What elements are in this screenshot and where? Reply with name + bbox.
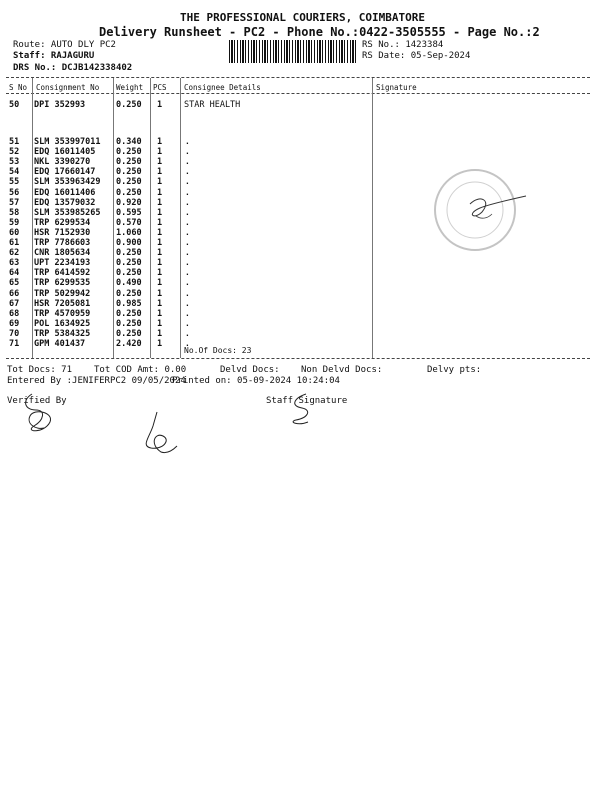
row-consignment: SLM 353963429 (34, 177, 101, 188)
row-consignment: EDQ 13579032 (34, 197, 96, 208)
row-consignee: . (185, 157, 190, 167)
col-divider (113, 78, 114, 358)
row-sno: 53 (9, 157, 20, 168)
col-header-consignee: Consignee Details (184, 83, 261, 92)
row-consignment: TRP 5384325 (34, 328, 91, 339)
row-weight: 0.250 (116, 167, 142, 178)
row-consignment: TRP 6414592 (34, 268, 91, 279)
row-weight: 0.250 (116, 100, 142, 110)
table-top-rule (6, 77, 590, 78)
staff-signature-label: Staff Signature (266, 396, 348, 406)
row-sno: 59 (9, 217, 20, 228)
drs-number: DRS No.: DCJB142338402 (13, 63, 133, 73)
row-pcs: 1 (157, 137, 163, 147)
tot-docs: Tot Docs: 71 (7, 365, 73, 375)
row-consignee: . (185, 308, 190, 318)
row-consignee: . (185, 288, 190, 298)
row-weight: 0.250 (116, 318, 142, 329)
runsheet-subtitle: Delivery Runsheet - PC2 - Phone No.:0422-3505555 - Page No.:2 (99, 25, 540, 39)
row-consignment: EDQ 16011405 (34, 147, 96, 158)
printed-on: Printed on: 05-09-2024 10:24:04 (172, 376, 340, 386)
row-pcs: 1 (157, 339, 163, 349)
row-consignment: UPT 2234193 (34, 258, 91, 269)
route-label: Route: AUTO DLY PC2 (13, 40, 116, 50)
row-sno: 70 (9, 328, 20, 339)
row-pcs: 1 (157, 258, 163, 269)
col-divider (372, 78, 373, 358)
row-weight: 0.250 (116, 177, 142, 188)
row-consignment: EDQ 16011406 (34, 187, 96, 198)
row-pcs: 1 (157, 100, 163, 110)
row-consignment: SLM 353985265 (34, 207, 101, 218)
row-weight: 0.920 (116, 197, 142, 208)
row-consignee: . (185, 137, 190, 146)
row-pcs: 1 (157, 147, 163, 158)
row-consignee: . (185, 328, 190, 338)
row-weight: 0.570 (116, 217, 142, 228)
row-consignment: NKL 3390270 (34, 157, 91, 168)
row-sno: 65 (9, 278, 20, 289)
row-sno: 52 (9, 147, 20, 158)
row-pcs: 1 (157, 318, 163, 329)
row-consignee: . (185, 197, 190, 207)
row-consignee: . (185, 298, 190, 308)
row-sno: 67 (9, 298, 20, 309)
row-consignee: . (185, 167, 190, 177)
row-pcs: 1 (157, 177, 163, 188)
row-pcs: 1 (157, 328, 163, 339)
row-consignee: . (185, 238, 190, 247)
row-consignment: TRP 6299534 (34, 217, 91, 228)
non-delvd-docs: Non Delvd Docs: (301, 365, 383, 375)
row-pcs: 1 (157, 227, 163, 238)
row-pcs: 1 (157, 187, 163, 198)
signature-staff-icon (282, 392, 322, 428)
row-consignee: . (185, 227, 190, 237)
row-weight: 0.900 (116, 238, 142, 248)
row-consignment: CNR 1805634 (34, 248, 91, 259)
signature-verifier-icon (14, 392, 64, 434)
row-sno: 62 (9, 248, 20, 259)
verified-by-label: Verified By (7, 396, 67, 406)
barcode (229, 40, 356, 63)
row-pcs: 1 (157, 308, 163, 319)
row-consignee: . (185, 177, 190, 187)
row-consignment: TRP 4570959 (34, 308, 91, 319)
rs-number: RS No.: 1423384 (362, 40, 444, 50)
row-pcs: 1 (157, 238, 163, 248)
row-sno: 71 (9, 339, 20, 349)
row-consignment: EDQ 17660147 (34, 167, 96, 178)
row-weight: 0.340 (116, 137, 142, 147)
row-pcs: 1 (157, 207, 163, 218)
entered-by: Entered By :JENIFERPC2 09/05/2024 (7, 376, 186, 386)
row-consignment: GPM 401437 (34, 339, 86, 349)
row-consignment: SLM 353997011 (34, 137, 101, 147)
row-pcs: 1 (157, 278, 163, 289)
row-weight: 0.250 (116, 248, 142, 259)
row-pcs: 1 (157, 268, 163, 279)
row-sno: 61 (9, 238, 20, 248)
row-weight: 0.250 (116, 268, 142, 279)
delvy-pts: Delvy pts: (427, 365, 482, 375)
row-consignee: . (185, 207, 190, 217)
row-consignee: . (185, 258, 190, 268)
company-title: THE PROFESSIONAL COURIERS, COIMBATORE (180, 11, 426, 24)
row-consignment: TRP 6299535 (34, 278, 91, 289)
row-consignee: . (185, 187, 190, 197)
row-weight: 2.420 (116, 339, 142, 349)
tot-cod-amount: Tot COD Amt: 0.00 (94, 365, 187, 375)
row-consignment: HSR 7205081 (34, 298, 91, 309)
row-consignee: . (185, 318, 190, 328)
stamp-icon (430, 160, 530, 260)
col-header-sno: S No (9, 83, 28, 92)
rs-date: RS Date: 05-Sep-2024 (362, 51, 471, 61)
row-sno: 66 (9, 288, 20, 299)
row-weight: 0.985 (116, 298, 142, 309)
col-divider (150, 78, 151, 358)
col-divider (32, 78, 33, 358)
col-header-pcs: PCS (153, 83, 167, 92)
row-weight: 0.250 (116, 328, 142, 339)
row-weight: 0.250 (116, 157, 142, 168)
row-weight: 0.250 (116, 308, 142, 319)
row-pcs: 1 (157, 217, 163, 228)
row-sno: 55 (9, 177, 20, 188)
row-sno: 68 (9, 308, 20, 319)
row-consignment: POL 1634925 (34, 318, 91, 329)
row-consignment: HSR 7152930 (34, 227, 91, 238)
row-sno: 56 (9, 187, 20, 198)
row-weight: 1.060 (116, 227, 142, 238)
signature-checker-icon (135, 410, 185, 455)
row-sno: 50 (9, 100, 20, 110)
col-header-signature: Signature (376, 83, 417, 92)
row-consignee: . (185, 278, 190, 288)
row-consignment: DPI 352993 (34, 100, 86, 110)
table-bottom-rule (6, 358, 590, 359)
row-consignee: . (185, 339, 190, 348)
row-sno: 64 (9, 268, 20, 279)
row-pcs: 1 (157, 157, 163, 168)
row-sno: 58 (9, 207, 20, 218)
delvd-docs: Delvd Docs: (220, 365, 280, 375)
table-header-rule (6, 93, 590, 94)
row-weight: 0.250 (116, 187, 142, 198)
row-sno: 54 (9, 167, 20, 178)
col-divider (180, 78, 181, 358)
col-header-consignment: Consignment No (36, 83, 100, 92)
row-weight: 0.595 (116, 207, 142, 218)
row-pcs: 1 (157, 248, 163, 259)
no-of-docs: No.Of Docs: 23 (184, 346, 252, 355)
row-consignee: . (185, 147, 190, 157)
row-sno: 69 (9, 318, 20, 329)
row-sno: 57 (9, 197, 20, 208)
row-consignment: TRP 7786603 (34, 238, 91, 248)
row-sno: 51 (9, 137, 20, 147)
row-pcs: 1 (157, 298, 163, 309)
staff-label: Staff: RAJAGURU (13, 51, 95, 61)
row-pcs: 1 (157, 288, 163, 299)
row-weight: 0.250 (116, 288, 142, 299)
row-weight: 0.490 (116, 278, 142, 289)
row-consignee: . (185, 217, 190, 227)
row-consignee: STAR HEALTH (184, 100, 241, 110)
col-header-weight: Weight (116, 83, 144, 92)
row-pcs: 1 (157, 197, 163, 208)
row-weight: 0.250 (116, 258, 142, 269)
row-weight: 0.250 (116, 147, 142, 158)
row-consignee: . (185, 268, 190, 278)
row-consignment: TRP 5029942 (34, 288, 91, 299)
row-consignee: . (185, 248, 190, 258)
row-sno: 63 (9, 258, 20, 269)
row-pcs: 1 (157, 167, 163, 178)
row-sno: 60 (9, 227, 20, 238)
